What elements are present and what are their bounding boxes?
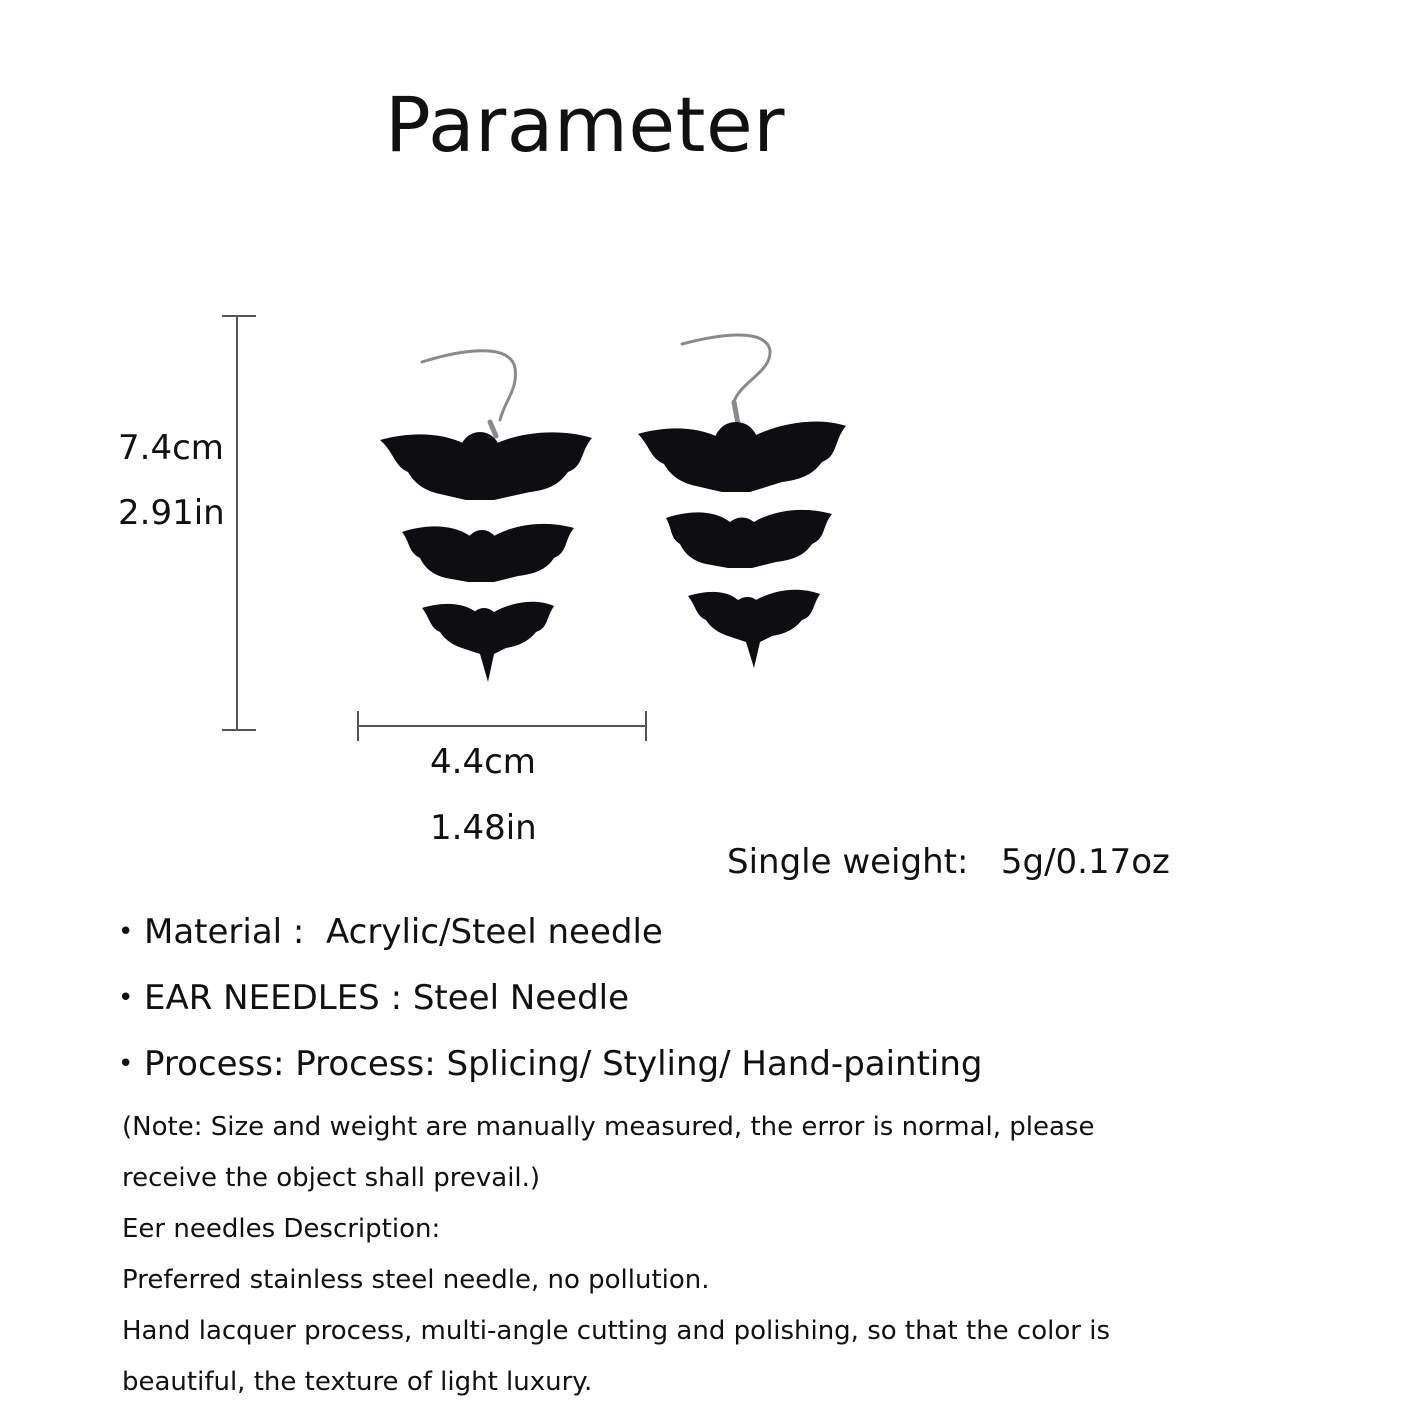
bat-earring-right xyxy=(630,330,860,680)
page-title: Parameter xyxy=(385,80,785,169)
height-dimension-line xyxy=(236,316,238,730)
width-dimension-line xyxy=(358,725,646,727)
spec-process-text: Process: Process: Splicing/ Styling/ Hand-painting xyxy=(144,1044,983,1084)
width-dimension-cap-left xyxy=(357,711,359,741)
note-line-6: beautiful, the texture of light luxury. xyxy=(122,1367,593,1397)
note-line-2: receive the object shall prevail.) xyxy=(122,1163,541,1193)
weight-value: 5g/0.17oz xyxy=(1000,842,1170,882)
width-in-label: 1.48in xyxy=(430,808,537,848)
weight-label: Single weight: xyxy=(727,842,969,882)
ear-hook-left xyxy=(422,351,515,436)
bat-shapes-right xyxy=(638,422,846,668)
spec-ear-needles-text: EAR NEEDLES : Steel Needle xyxy=(144,978,630,1018)
ear-hook-right xyxy=(682,335,770,424)
bullet: • xyxy=(118,983,134,1013)
bat-earring-left xyxy=(370,340,610,690)
height-dimension-cap-top xyxy=(222,315,256,317)
height-dimension-cap-bottom xyxy=(222,729,256,731)
bullet: • xyxy=(118,917,134,947)
spec-ear-needles xyxy=(118,978,629,1018)
note-line-5: Hand lacquer process, multi-angle cutting and polishing, so that the color is xyxy=(122,1316,1110,1346)
note-line-3: Eer needles Description: xyxy=(122,1214,441,1244)
note-line-4: Preferred stainless steel needle, no pollution. xyxy=(122,1265,710,1295)
height-in-label: 2.91in xyxy=(118,493,225,533)
spec-material xyxy=(118,912,663,952)
spec-process xyxy=(118,1044,983,1084)
bat-shapes-left xyxy=(380,432,592,682)
height-cm-label: 7.4cm xyxy=(118,428,224,468)
width-dimension-cap-right xyxy=(645,711,647,741)
single-weight xyxy=(727,842,1170,882)
bullet: • xyxy=(118,1049,134,1079)
note-line-1: (Note: Size and weight are manually measured, the error is normal, please xyxy=(122,1112,1095,1142)
spec-material-text: Material : Acrylic/Steel needle xyxy=(144,912,663,952)
width-cm-label: 4.4cm xyxy=(430,742,536,782)
